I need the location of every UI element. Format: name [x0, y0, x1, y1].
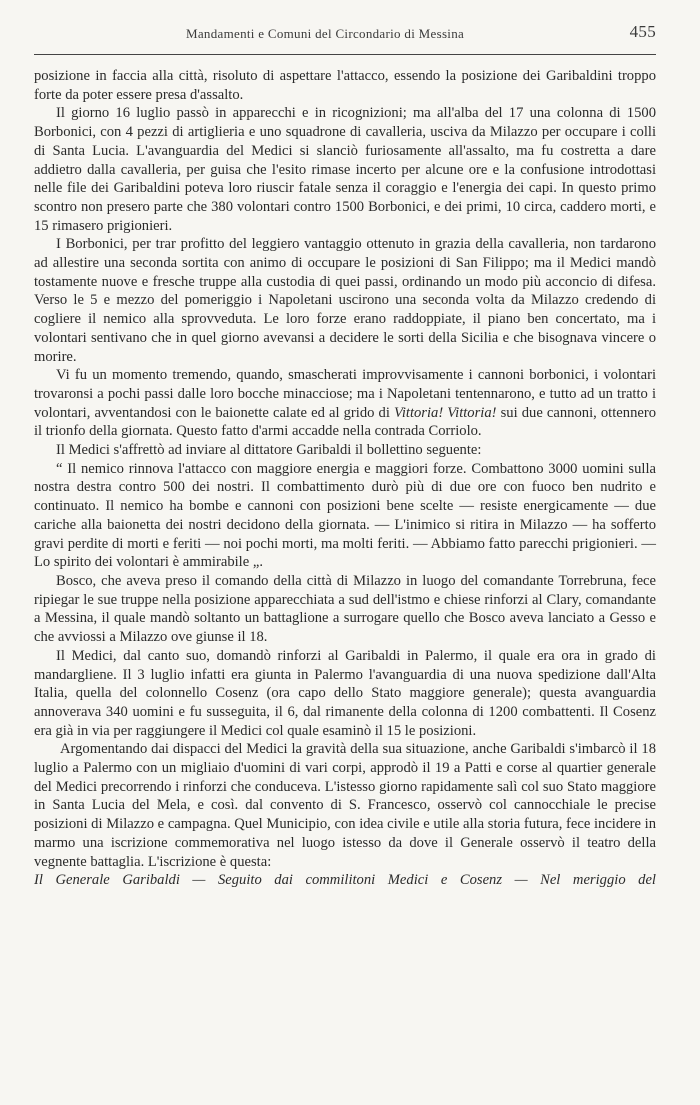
paragraph-text: Vi fu un momento tremendo, quando, smascherati improvvisamente i cannoni borbonici, i volontari trovaronsi a pochi passi dalle loro bocche minacciose; ma i Napoletani tentennarono, e tutto ad un tratto i volontari, avventandosi con le baionette calate ed al grido di — [34, 367, 656, 421]
paragraph-italic-text: Vittoria! Vittoria! — [394, 404, 497, 421]
paragraph-text: sui due cannoni, ottennero il trionfo della giornata. Questo fatto d'armi accadde nella contrada Corriolo. — [34, 404, 656, 440]
inscription-italic: Il Generale Garibaldi — Seguito dai commilitoni Medici e Cosenz — Nel meriggio del — [34, 872, 656, 889]
page-number: 455 — [629, 22, 656, 41]
paragraph: Il Medici s'affrettò ad inviare al dittatore Garibaldi il bollettino seguente: — [56, 442, 482, 459]
paragraph: Argomentando dai dispacci del Medici la gravità della sua situazione, anche Garibaldi s'imbarcò il 18 luglio a Palermo con un migliaio d'uomini di vari corpi, approdò il 19 a Patti e corse al quartier generale del Medici precorrendo i rinforzi che conduceva. L'istesso giorno rapidamente salì col suo Stato maggiore in Santa Lucia del Mela, e così. dal convento di S. Francesco, osservò col cannocchiale le precise posizioni di Milazzo e campagna. Quel Municipio, con idea civile e utile alla storia futura, fece incidere in marmo una iscrizione commemorativa nel luogo istesso da dove il Generale osservò il teatro della vegnente battaglia. L'iscrizione è questa: — [34, 741, 656, 870]
body-text — [34, 67, 656, 890]
page-header — [34, 20, 656, 50]
running-title: Mandamenti e Comuni del Circondario di Messina — [186, 26, 465, 41]
paragraph: Il Medici, dal canto suo, domandò rinforzi al Garibaldi in Palermo, il quale era ora in grado di mandargliene. Il 3 luglio infatti era giunta in Palermo l'avanguardia di una nuova spedizione dall'Alta Italia, quella del colonnello Cosenz (ora capo dello Stato maggiore generale); questa avanguardia annoverava 340 uomini e fu susseguita, il 6, dal rimanente della colonna di 1200 combattenti. Il Cosenz era già in via per raggiungere il Medici col quale esaminò il 15 le posizioni. — [34, 647, 656, 739]
paragraph: I Borbonici, per trar profitto del leggiero vantaggio ottenuto in grazia della cavalleria, non tardarono ad allestire una seconda sortita con animo di occupare le posizioni di San Filippo; ma il Medici mandò tostamente nuove e fresche truppe alla custodia di quei passi, ordinando un modo più acconcio di difesa. Verso le 5 e mezzo del pomeriggio i Napoletani uscirono una seconda volta da Milazzo credendo di cogliere il nemico alla sprovveduta. Le loro forze erano raddoppiate, il piano ben concertato, ma i volontari sentivano che in quel giorno avevansi a decidere le sorti della Sicilia e che bisognava vincere o morire. — [34, 236, 656, 365]
bulletin-quote: “ Il nemico rinnova l'attacco con maggiore energia e maggiori forze. Combattono 3000 uomini sulla nostra destra contro 500 dei nostri. Il combattimento durò più di due ore con fuoco ben nudrito e continuato. Il nemico ha bombe e cannoni con posizioni bene scelte — resiste energicamente — due cariche alla baionetta dei nostri decidono della giornata. — L'inimico si ritira in Milazzo — ha sofferto gravi perdite di morti e feriti — noi pochi morti, ma molti feriti. — Abbiamo fatto parecchi prigionieri. — Lo spirito dei volontari è ammirabile „. — [34, 460, 656, 571]
paragraph: Bosco, che aveva preso il comando della città di Milazzo in luogo del comandante Torrebruna, fece ripiegar le sue truppe nella posizione apparecchiata a sud dell'istmo e chiese rinforzi al Clary, comandante a Messina, il quale mandò soltanto un battaglione a surrogare quello che Bosco aveva lanciato a Gesso e che avviossi a Milazzo ove giunse il 18. — [34, 572, 656, 646]
paragraph: Il giorno 16 luglio passò in apparecchi e in ricognizioni; ma all'alba del 17 una colonna di 1500 Borbonici, con 4 pezzi di artiglieria e uno squadrone di cavalleria, usciva da Milazzo per occupare i colli di Santa Lucia. L'avanguardia del Medici si slanciò furiosamente all'assalto, ma fu costretta a dare addietro dalla cavalleria, per guisa che l'esito rimase incerto per alcune ore e la confusione introdottasi nelle file dei Garibaldini poteva loro riuscir fatale senza il coraggio e l'energia dei capi. In questo primo scontro non presero parte che 380 volontari contro 1500 Borbonici, e dei primi, 10 circa, caddero morti, e 15 rimasero prigionieri. — [34, 105, 656, 234]
paragraph — [34, 366, 656, 441]
header-rule — [34, 54, 656, 55]
paragraph-continuation: posizione in faccia alla città, risoluto di aspettare l'attacco, essendo la posizione dei Garibaldini troppo forte da poter essere presa d'assalto. — [34, 68, 656, 103]
inscription-text — [34, 871, 656, 890]
book-page — [34, 20, 656, 890]
